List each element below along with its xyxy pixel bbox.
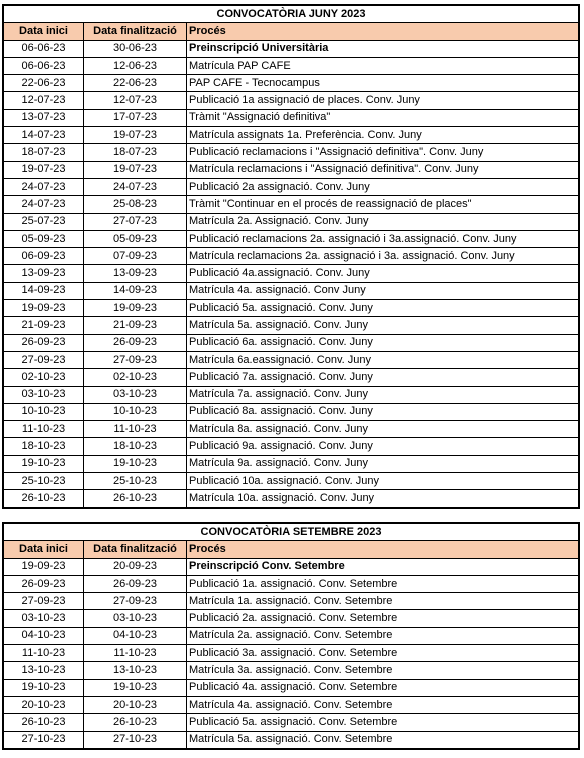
end-date-cell: 13-10-23 <box>84 662 187 679</box>
end-date-cell: 19-07-23 <box>84 161 187 178</box>
process-cell: Publicació 5a. assignació. Conv. Setembre <box>187 714 579 731</box>
table-row <box>4 490 579 507</box>
process-cell: Matrícula reclamacions i "Assignació definitiva". Conv. Juny <box>187 161 579 178</box>
start-date-cell: 26-09-23 <box>4 575 84 592</box>
table-row <box>4 473 579 490</box>
process-cell: Publicació 4a. assignació. Conv. Setembre <box>187 679 579 696</box>
process-cell: Matrícula 5a. assignació. Conv. Juny <box>187 317 579 334</box>
end-date-cell: 19-10-23 <box>84 679 187 696</box>
end-date-cell: 30-06-23 <box>84 40 187 57</box>
end-date-cell: 05-09-23 <box>84 230 187 247</box>
process-cell: Matrícula 2a. Assignació. Conv. Juny <box>187 213 579 230</box>
table-row <box>4 369 579 386</box>
start-date-cell: 25-07-23 <box>4 213 84 230</box>
end-date-cell: 27-09-23 <box>84 351 187 368</box>
process-cell: Publicació 2a. assignació. Conv. Setembre <box>187 610 579 627</box>
end-date-cell: 27-09-23 <box>84 593 187 610</box>
process-cell: Publicació 1a. assignació. Conv. Setembre <box>187 575 579 592</box>
start-date-cell: 14-07-23 <box>4 127 84 144</box>
start-date-cell: 11-10-23 <box>4 421 84 438</box>
table-row <box>4 593 579 610</box>
table-row <box>4 109 579 126</box>
start-date-cell: 20-10-23 <box>4 696 84 713</box>
start-date-cell: 03-10-23 <box>4 386 84 403</box>
column-header-end-date: Data finalització <box>84 23 187 40</box>
start-date-cell: 14-09-23 <box>4 282 84 299</box>
start-date-cell: 18-10-23 <box>4 438 84 455</box>
process-cell: Matrícula 6a.eassignació. Conv. Juny <box>187 351 579 368</box>
end-date-cell: 19-07-23 <box>84 127 187 144</box>
process-cell: Publicació 6a. assignació. Conv. Juny <box>187 334 579 351</box>
start-date-cell: 19-10-23 <box>4 455 84 472</box>
end-date-cell: 22-06-23 <box>84 75 187 92</box>
process-cell: Matrícula 7a. assignació. Conv. Juny <box>187 386 579 403</box>
end-date-cell: 14-09-23 <box>84 282 187 299</box>
start-date-cell: 26-10-23 <box>4 490 84 507</box>
end-date-cell: 25-10-23 <box>84 473 187 490</box>
start-date-cell: 13-07-23 <box>4 109 84 126</box>
process-cell: Matrícula assignats 1a. Preferència. Conv. Juny <box>187 127 579 144</box>
table-body <box>4 40 579 507</box>
end-date-cell: 19-10-23 <box>84 455 187 472</box>
start-date-cell: 10-10-23 <box>4 403 84 420</box>
process-cell: Publicació 5a. assignació. Conv. Juny <box>187 300 579 317</box>
table-row <box>4 679 579 696</box>
start-date-cell: 13-10-23 <box>4 662 84 679</box>
column-header-start-date: Data inici <box>4 541 84 558</box>
end-date-cell: 07-09-23 <box>84 248 187 265</box>
table-row <box>4 645 579 662</box>
table-title: CONVOCATÒRIA SETEMBRE 2023 <box>4 524 579 541</box>
table-row <box>4 386 579 403</box>
end-date-cell: 11-10-23 <box>84 645 187 662</box>
end-date-cell: 26-10-23 <box>84 490 187 507</box>
table-row <box>4 144 579 161</box>
process-cell: Matrícula 8a. assignació. Conv. Juny <box>187 421 579 438</box>
process-cell: Matrícula 3a. assignació. Conv. Setembre <box>187 662 579 679</box>
start-date-cell: 25-10-23 <box>4 473 84 490</box>
start-date-cell: 06-09-23 <box>4 248 84 265</box>
table-row <box>4 334 579 351</box>
process-cell: Preinscripció Universitària <box>187 40 579 57</box>
table-row <box>4 230 579 247</box>
process-cell: Tràmit "Assignació definitiva" <box>187 109 579 126</box>
table-row <box>4 75 579 92</box>
end-date-cell: 26-09-23 <box>84 575 187 592</box>
table-convocatoria-juny <box>3 5 579 508</box>
end-date-cell: 20-10-23 <box>84 696 187 713</box>
table-row <box>4 178 579 195</box>
process-cell: Publicació 4a.assignació. Conv. Juny <box>187 265 579 282</box>
process-cell: Matrícula PAP CAFE <box>187 57 579 74</box>
table-row <box>4 610 579 627</box>
start-date-cell: 19-09-23 <box>4 558 84 575</box>
end-date-cell: 26-10-23 <box>84 714 187 731</box>
table-row <box>4 731 579 748</box>
process-cell: Publicació 1a assignació de places. Conv. Juny <box>187 92 579 109</box>
end-date-cell: 13-09-23 <box>84 265 187 282</box>
table-row <box>4 455 579 472</box>
process-cell: PAP CAFE - Tecnocampus <box>187 75 579 92</box>
end-date-cell: 03-10-23 <box>84 610 187 627</box>
table-row <box>4 40 579 57</box>
end-date-cell: 12-07-23 <box>84 92 187 109</box>
start-date-cell: 27-09-23 <box>4 593 84 610</box>
start-date-cell: 19-07-23 <box>4 161 84 178</box>
start-date-cell: 06-06-23 <box>4 57 84 74</box>
end-date-cell: 27-10-23 <box>84 731 187 748</box>
end-date-cell: 11-10-23 <box>84 421 187 438</box>
process-cell: Matrícula 5a. assignació. Conv. Setembre <box>187 731 579 748</box>
table-row <box>4 351 579 368</box>
start-date-cell: 03-10-23 <box>4 610 84 627</box>
end-date-cell: 04-10-23 <box>84 627 187 644</box>
table-row <box>4 265 579 282</box>
end-date-cell: 03-10-23 <box>84 386 187 403</box>
start-date-cell: 12-07-23 <box>4 92 84 109</box>
process-cell: Matrícula 9a. assignació. Conv. Juny <box>187 455 579 472</box>
process-cell: Tràmit "Continuar en el procés de reassignació de places" <box>187 196 579 213</box>
process-cell: Matrícula 1a. assignació. Conv. Setembre <box>187 593 579 610</box>
process-cell: Publicació 8a. assignació. Conv. Juny <box>187 403 579 420</box>
end-date-cell: 18-10-23 <box>84 438 187 455</box>
start-date-cell: 26-10-23 <box>4 714 84 731</box>
column-header-start-date: Data inici <box>4 23 84 40</box>
process-cell: Matrícula 4a. assignació. Conv Juny <box>187 282 579 299</box>
process-cell: Preinscripció Conv. Setembre <box>187 558 579 575</box>
table-row <box>4 627 579 644</box>
start-date-cell: 22-06-23 <box>4 75 84 92</box>
process-cell: Publicació 2a assignació. Conv. Juny <box>187 178 579 195</box>
header-row <box>4 541 579 558</box>
end-date-cell: 27-07-23 <box>84 213 187 230</box>
table-row <box>4 161 579 178</box>
start-date-cell: 04-10-23 <box>4 627 84 644</box>
process-cell: Matrícula 2a. assignació. Conv. Setembre <box>187 627 579 644</box>
start-date-cell: 27-09-23 <box>4 351 84 368</box>
table-row <box>4 714 579 731</box>
start-date-cell: 13-09-23 <box>4 265 84 282</box>
table-title: CONVOCATÒRIA JUNY 2023 <box>4 6 579 23</box>
table-row <box>4 558 579 575</box>
table-row <box>4 438 579 455</box>
process-cell: Publicació reclamacions i "Assignació definitiva". Conv. Juny <box>187 144 579 161</box>
column-header-process: Procés <box>187 23 579 40</box>
process-cell: Publicació 3a. assignació. Conv. Setembre <box>187 645 579 662</box>
table-row <box>4 317 579 334</box>
start-date-cell: 21-09-23 <box>4 317 84 334</box>
end-date-cell: 26-09-23 <box>84 334 187 351</box>
end-date-cell: 20-09-23 <box>84 558 187 575</box>
process-cell: Matrícula reclamacions 2a. assignació i 3a. assignació. Conv. Juny <box>187 248 579 265</box>
table-row <box>4 282 579 299</box>
process-cell: Matrícula 10a. assignació. Conv. Juny <box>187 490 579 507</box>
end-date-cell: 18-07-23 <box>84 144 187 161</box>
end-date-cell: 17-07-23 <box>84 109 187 126</box>
end-date-cell: 19-09-23 <box>84 300 187 317</box>
table-row <box>4 575 579 592</box>
table-row <box>4 92 579 109</box>
start-date-cell: 24-07-23 <box>4 178 84 195</box>
process-cell: Publicació reclamacions 2a. assignació i 3a.assignació. Conv. Juny <box>187 230 579 247</box>
start-date-cell: 27-10-23 <box>4 731 84 748</box>
process-cell: Publicació 9a. assignació. Conv. Juny <box>187 438 579 455</box>
table-row <box>4 213 579 230</box>
end-date-cell: 25-08-23 <box>84 196 187 213</box>
table-row <box>4 300 579 317</box>
start-date-cell: 26-09-23 <box>4 334 84 351</box>
table-row <box>4 421 579 438</box>
end-date-cell: 21-09-23 <box>84 317 187 334</box>
process-cell: Publicació 10a. assignació. Conv. Juny <box>187 473 579 490</box>
table-body <box>4 558 579 748</box>
start-date-cell: 05-09-23 <box>4 230 84 247</box>
end-date-cell: 12-06-23 <box>84 57 187 74</box>
start-date-cell: 19-09-23 <box>4 300 84 317</box>
end-date-cell: 10-10-23 <box>84 403 187 420</box>
start-date-cell: 11-10-23 <box>4 645 84 662</box>
table-row <box>4 248 579 265</box>
start-date-cell: 06-06-23 <box>4 40 84 57</box>
process-cell: Publicació 7a. assignació. Conv. Juny <box>187 369 579 386</box>
start-date-cell: 19-10-23 <box>4 679 84 696</box>
start-date-cell: 02-10-23 <box>4 369 84 386</box>
table-row <box>4 403 579 420</box>
table-row <box>4 127 579 144</box>
start-date-cell: 24-07-23 <box>4 196 84 213</box>
table-row <box>4 57 579 74</box>
table-convocatoria-setembre <box>3 523 579 749</box>
header-row <box>4 23 579 40</box>
end-date-cell: 02-10-23 <box>84 369 187 386</box>
table-row <box>4 196 579 213</box>
process-cell: Matrícula 4a. assignació. Conv. Setembre <box>187 696 579 713</box>
column-header-process: Procés <box>187 541 579 558</box>
table-row <box>4 662 579 679</box>
table-row <box>4 696 579 713</box>
start-date-cell: 18-07-23 <box>4 144 84 161</box>
column-header-end-date: Data finalització <box>84 541 187 558</box>
end-date-cell: 24-07-23 <box>84 178 187 195</box>
